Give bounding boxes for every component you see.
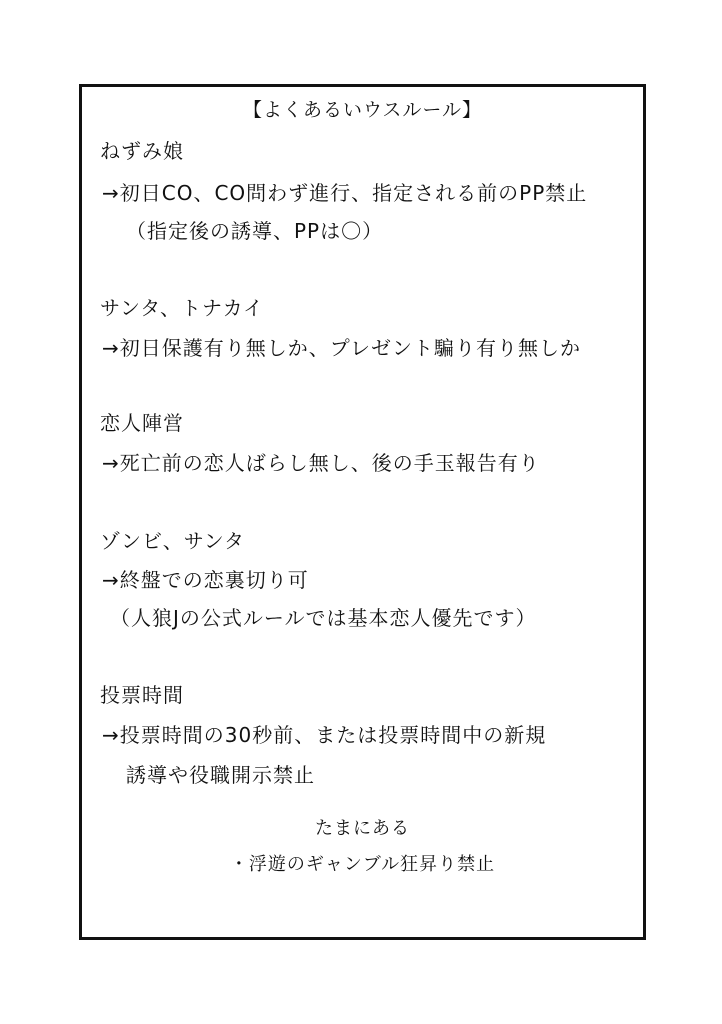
- section-line-vote-time-1: →投票時間の30秒前、または投票時間中の新規: [102, 723, 547, 747]
- section-line-lovers-1: →死亡前の恋人ばらし無し、後の手玉報告有り: [102, 451, 540, 475]
- footer-item: ・浮遊のギャンブル狂昇り禁止: [229, 854, 496, 875]
- section-line-zombie-santa-1: →終盤での恋裏切り可: [102, 568, 309, 592]
- section-line-vote-time-2: 誘導や役職開示禁止: [126, 763, 315, 787]
- rules-frame: [79, 84, 646, 940]
- page-title: 【よくあるいウスルール】: [242, 99, 483, 121]
- section-heading-lovers: 恋人陣営: [100, 411, 184, 435]
- section-heading-vote-time: 投票時間: [100, 683, 184, 707]
- section-line-nezumi-2: （指定後の誘導、PPは〇）: [126, 219, 384, 243]
- section-line-santa-tonakai-1: →初日保護有り無しか、プレゼント騙り有り無しか: [102, 336, 581, 360]
- section-heading-nezumi: ねずみ娘: [100, 139, 184, 163]
- footer-heading: たまにある: [315, 818, 410, 839]
- section-heading-zombie-santa: ゾンビ、サンタ: [100, 529, 245, 553]
- section-line-nezumi-1: →初日CO、CO問わず進行、指定される前のPP禁止: [102, 181, 588, 205]
- section-line-zombie-santa-2: （人狼Jの公式ルールでは基本恋人優先です）: [110, 606, 537, 630]
- section-heading-santa-tonakai: サンタ、トナカイ: [100, 296, 264, 320]
